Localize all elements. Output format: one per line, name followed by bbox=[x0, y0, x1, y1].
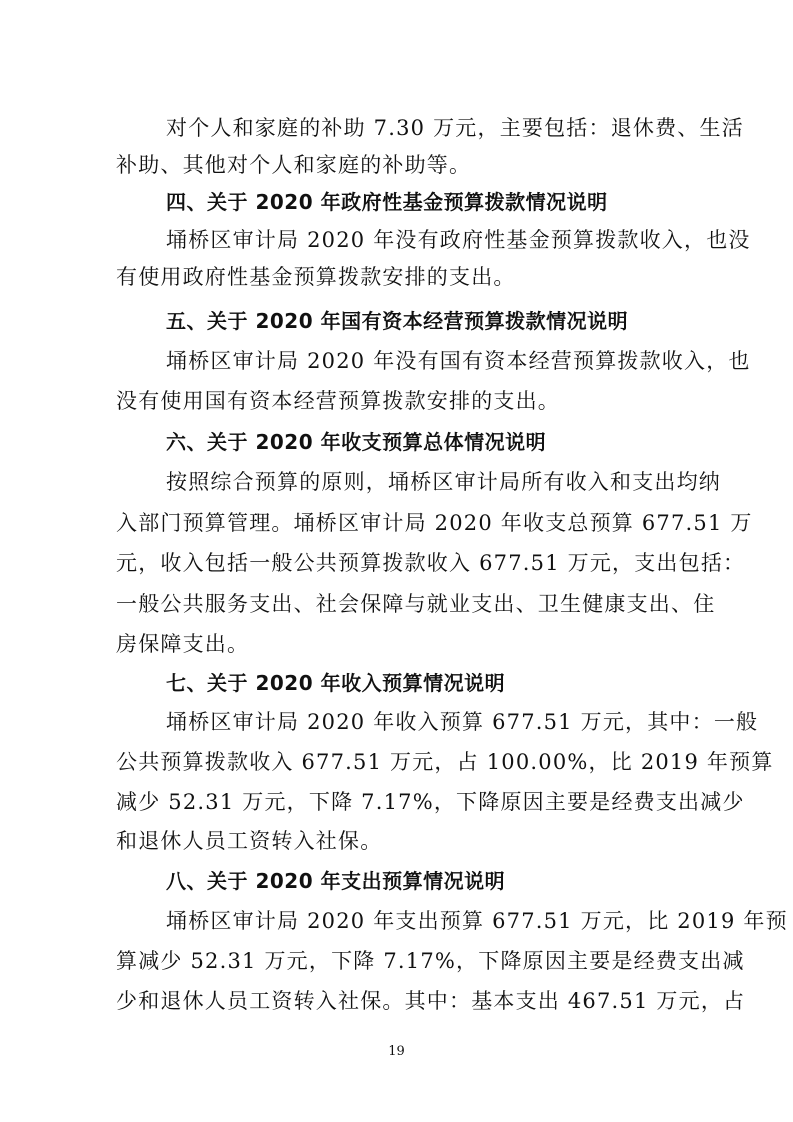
paragraph-line: 减少 52.31 万元，下降 7.17%，下降原因主要是经费支出减少 bbox=[116, 790, 745, 814]
section-heading-4: 四、关于 2020 年政府性基金预算拨款情况说明 bbox=[166, 190, 608, 214]
paragraph-line: 元，收入包括一般公共预算拨款收入 677.51 万元，支出包括： bbox=[116, 551, 746, 575]
paragraph-line: 埇桥区审计局 2020 年收入预算 677.51 万元，其中：一般 bbox=[166, 710, 759, 734]
paragraph-line: 埇桥区审计局 2020 年没有国有资本经营预算拨款收入，也 bbox=[166, 349, 751, 373]
page-number: 19 bbox=[388, 1044, 405, 1059]
paragraph-line: 少和退休人员工资转入社保。其中：基本支出 467.51 万元，占 bbox=[116, 989, 746, 1013]
paragraph-line: 没有使用国有资本经营预算拨款安排的支出。 bbox=[116, 389, 560, 413]
paragraph-line: 房保障支出。 bbox=[116, 632, 250, 656]
section-heading-6: 六、关于 2020 年收支预算总体情况说明 bbox=[166, 430, 547, 454]
section-heading-8: 八、关于 2020 年支出预算情况说明 bbox=[166, 869, 506, 893]
paragraph-line: 算减少 52.31 万元，下降 7.17%，下降原因主要是经费支出减 bbox=[116, 949, 745, 973]
paragraph-line: 一般公共服务支出、社会保障与就业支出、卫生健康支出、住 bbox=[116, 592, 716, 616]
paragraph-line: 按照综合预算的原则，埇桥区审计局所有收入和支出均纳 bbox=[166, 470, 721, 494]
paragraph-line: 和退休人员工资转入社保。 bbox=[116, 829, 383, 853]
paragraph-line: 对个人和家庭的补助 7.30 万元，主要包括：退休费、生活 bbox=[166, 116, 744, 140]
paragraph-line: 埇桥区审计局 2020 年没有政府性基金预算拨款收入，也没 bbox=[166, 228, 751, 252]
section-heading-5: 五、关于 2020 年国有资本经营预算拨款情况说明 bbox=[166, 309, 629, 333]
section-heading-7: 七、关于 2020 年收入预算情况说明 bbox=[166, 671, 506, 695]
paragraph-line: 公共预算拨款收入 677.51 万元，占 100.00%，比 2019 年预算 bbox=[116, 750, 774, 774]
paragraph-line: 埇桥区审计局 2020 年支出预算 677.51 万元，比 2019 年预 bbox=[166, 909, 788, 933]
paragraph-line: 补助、其他对个人和家庭的补助等。 bbox=[116, 153, 472, 177]
paragraph-line: 有使用政府性基金预算拨款安排的支出。 bbox=[116, 265, 516, 289]
paragraph-line: 入部门预算管理。埇桥区审计局 2020 年收支总预算 677.51 万 bbox=[116, 511, 753, 535]
